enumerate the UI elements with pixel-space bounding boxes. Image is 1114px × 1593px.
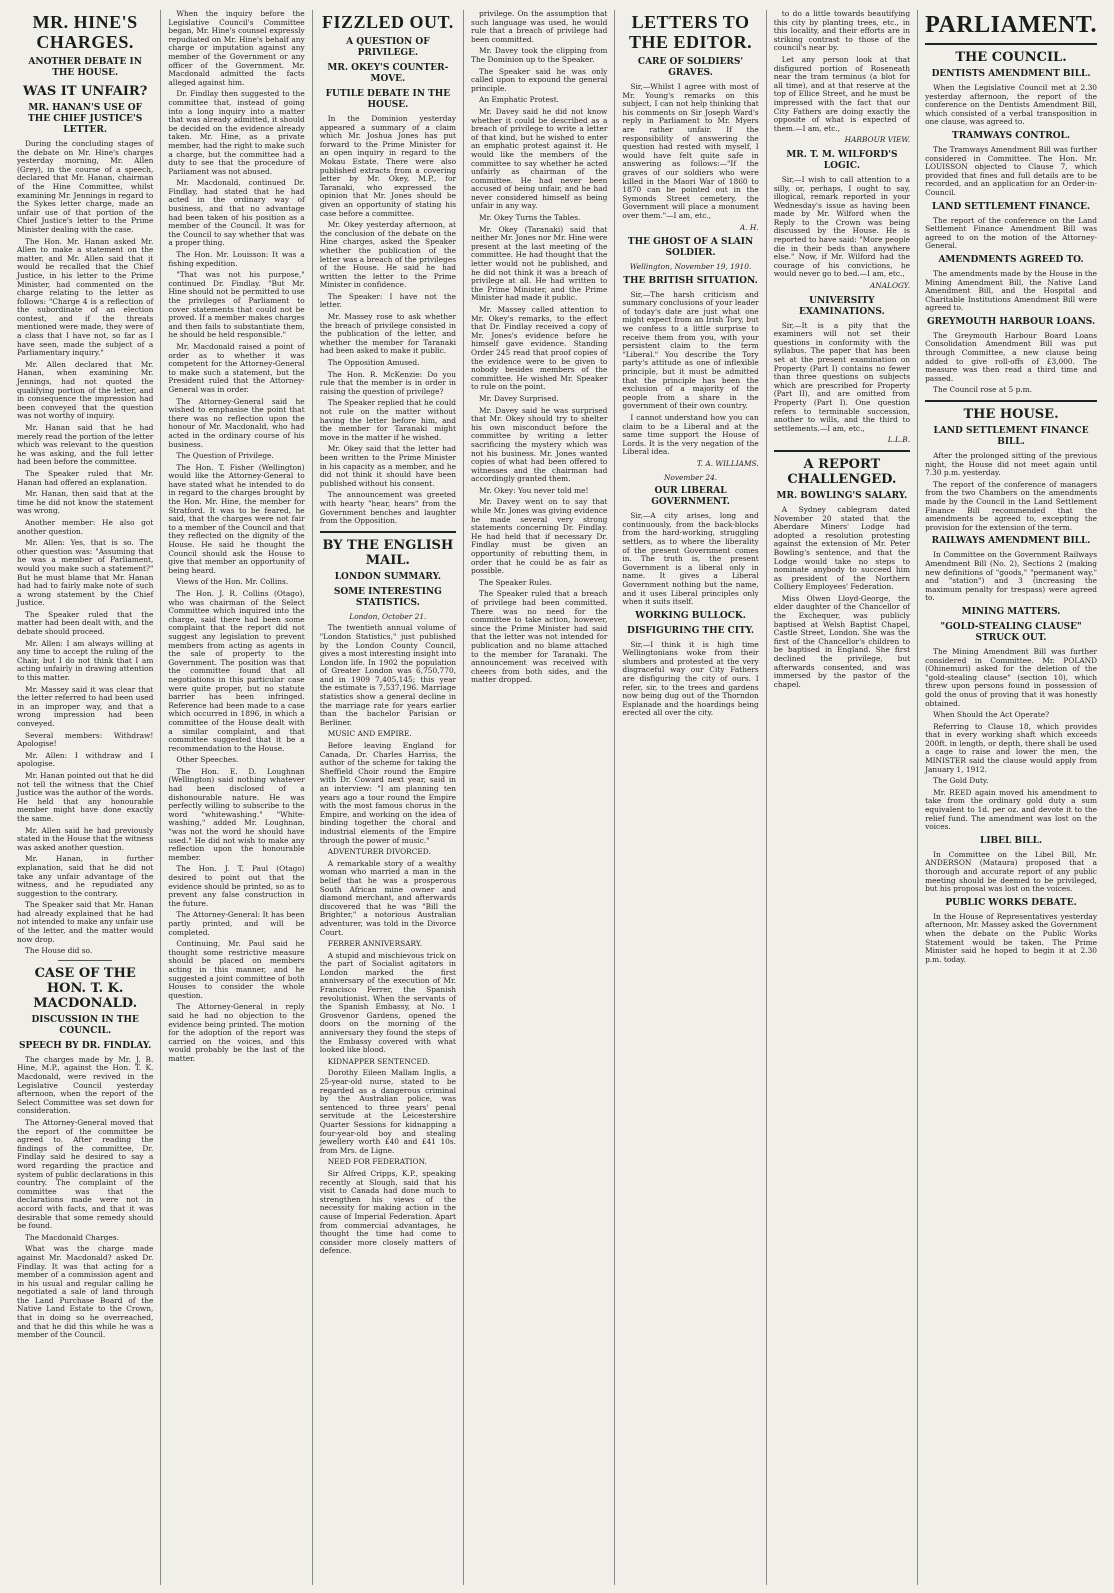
paragraph: A remarkable story of a wealthy woman who married a man in the belief that he was a prosperous South African mine owner and diamond merchant, and afterwards discovered that he was "Bill the Brighter," a notorious Australian adventurer, was told in the Divorce Court. xyxy=(319,858,457,937)
subheading: MR. T. M. WILFORD'S LOGIC. xyxy=(786,149,898,171)
paragraph: The twentieth annual volume of "London Statistics," just published by the London County Council, gives a most interesting insight into London life. In 1902 the population of Greater London was 6,750,770, and in 1909 7,405,145; this year the estimate is 7,537,196. Marriage statistics show a general decline in the marriage rate for years earlier than the bachelor Parisian or Berliner. xyxy=(319,623,457,727)
subheading: SOME INTERESTING STATISTICS. xyxy=(333,586,442,608)
paragraph: Mr. Davey said he did not know whether it could be described as a breach of privilege to write a letter of that kind, but he wished to enter an emphatic protest against it. He would like the members of the committee to say whether he acted unfairly as chairman of the committee. He had never been accused of being unfair, and he had never considered himself as being unfair in any way. xyxy=(471,106,608,211)
paragraph: After the prolonged sitting of the previous night, the House did not meet again until 7.30 p.m. yesterday. xyxy=(925,451,1098,478)
paragraph: KIDNAPPER SENTENCED. xyxy=(327,1056,430,1066)
paragraph: During the concluding stages of the debate on Mr. Hine's charges yesterday morning, Mr. Allen (Grey), in the course of a speech, declared that Mr. Hanan, chairman of the Hine Committee, whilst examining Mr. Jennings in regard to the Sykes letter charge, made an unfair use of that portion of the Chief Justice's letter to the Prime Minister dealing with the case. xyxy=(17,139,154,234)
section-headline: THE HOUSE. xyxy=(963,407,1059,423)
section-headline: THE COUNCIL. xyxy=(955,50,1067,65)
paragraph: Mr. Macdonald raised a point of order as to whether it was competent for the Attorney-General to make such a statement, but the President ruled that the Attorney-General was in order. xyxy=(168,341,305,394)
section-divider xyxy=(320,531,456,533)
subheading: MR. HANAN'S USE OF THE CHIEF JUSTICE'S LETTER. xyxy=(28,103,143,135)
paragraph: Other Speeches. xyxy=(176,755,239,765)
paragraph: ADVENTURER DIVORCED. xyxy=(327,847,431,857)
paragraph: Sir,—It is a pity that the examiners will not set their questions in conformity with the syllabus. The paper that has been set at the present examination on Property (Part I) contains no fewer than three questions on subjects which are prescribed for Property (Part II), and are omitted from Property (Part I). One question refers to terminable succession, another to wills, and the third to settlements.—I am, etc., xyxy=(773,320,911,433)
paragraph: to do a little towards beautifying this city by planting trees, etc., in this locality, and their efforts are in striking contrast to those of the council's near by. xyxy=(773,9,911,53)
paragraph: Mr. Massey called attention to Mr. Okey's remarks, to the effect that Dr. Findlay received a copy of Mr. Jones's evidence before he himself gave evidence. Standing Order 245 read that proof copies of the evidence were to be given to nobody besides members of the committee. He wished Mr. Speaker to rule on the point. xyxy=(471,305,608,392)
paragraph: The Attorney-General in reply said he had no objection to the evidence being printed. The motion for the adoption of the report was carried on the voices, and this would probably be the last of the matter. xyxy=(168,1002,305,1063)
paragraph: An Emphatic Protest. xyxy=(479,95,560,105)
paragraph: The Attorney-General moved that the report of the committee be agreed to. After reading the findings of the committee, Dr. Findlay said he desired to say a word regarding the practice and system of public declarations in this country. The complaint of the committee was that the declarations made were not in accord with facts, and that it was desirable that some remedy should be found. xyxy=(17,1118,154,1231)
paragraph: Mr. Massey rose to ask whether the breach of privilege consisted in the publication of the letter, and whether the member for Taranaki had been asked to make it public. xyxy=(319,312,457,356)
paragraph: The charges made by Mr. J. B. Hine, M.P., against the Hon. T. K. Macdonald, were revived in the Legislative Council yesterday afternoon, when the report of the Select Committee was set down for consideration. xyxy=(17,1054,154,1116)
paragraph: The Macdonald Charges. xyxy=(25,1232,119,1242)
paragraph: Mr. REED again moved his amendment to take from the ordinary gold duty a sum equivalent to 1d. per oz. and devote it to the relief fund. The amendment was lost on the voices. xyxy=(925,787,1098,832)
paragraph: Referring to Clause 18, which provides that in every working shaft which exceeds 200ft. in length, or depth, there shall be used a cage to raise and lower the men, the MINISTER said the clause would apply from January 1, 1912. xyxy=(925,721,1098,774)
column-7 xyxy=(918,10,1104,1585)
paragraph: Sir,—Whilst I agree with most of Mr. Young's remarks on this subject, I can not help thinking that his comments on Sir Joseph Ward's reply in Parliament to Mr. Myers are rather unfair. If the responsibility of answering the question had rested with myself, I would have felt quite safe in answering as follows:—"If the graves of our soldiers who were killed in the Maori War of 1860 to 1870 can be pointed out in the Symonds Street cemetery, the Government will place a monument over them."—I am, etc., xyxy=(622,82,759,220)
paragraph: Mr. Massey said it was clear that the letter referred to had been used in an improper way, and that a wrong impression had been conveyed. xyxy=(17,684,154,728)
letter-signature: L.L.B. xyxy=(887,435,911,445)
subheading: DISCUSSION IN THE COUNCIL. xyxy=(31,1014,139,1036)
paragraph: MUSIC AND EMPIRE. xyxy=(327,729,412,739)
paragraph: Mr. Allen: Yes, that is so. The other question was: "Assuming that he was a member of Parliament, would you make such a statement?" But he must blame that Mr. Hanan had had to fairly make note of such a wrong statement by the Chief Justice. xyxy=(17,538,154,608)
paragraph: The House did so. xyxy=(25,946,93,956)
subheading: "GOLD-STEALING CLAUSE" STRUCK OUT. xyxy=(940,621,1082,643)
subheading: TRAMWAYS CONTROL. xyxy=(952,130,1071,141)
paragraph: The Attorney-General said he wished to emphasise the point that there was no reflection upon the honour of Mr. Macdonald, who had acted in the ordinary course of his business. xyxy=(168,396,305,449)
paragraph: The Greymouth Harbour Board Loans Consolidation Amendment Bill was put through Committee, a new clause being added to give roll-offs of £3,000. The measure was then read a third time and passed. xyxy=(925,330,1098,383)
subheading: DENTISTS AMENDMENT BILL. xyxy=(931,69,1091,79)
paragraph: The Hon. J. T. Paul (Otago) desired to point out that the evidence should be printed, so as to prevent any false construction in the future. xyxy=(168,864,305,908)
paragraph: Mr. Allen declared that Mr. Hanan, when examining Mr. Jennings, had not quoted the qualifying portion of the letter, and in consequence the impression had been conveyed that the question was not worthy of inquiry. xyxy=(17,359,154,421)
article-headline: MR. HINE'S CHARGES. xyxy=(32,12,138,52)
subheading: ANOTHER DEBATE IN THE HOUSE. xyxy=(28,57,142,78)
paragraph: The Hon. R. McKenzie: Do you rule that the member is in order in raising the question of privilege? xyxy=(319,369,457,396)
section-divider xyxy=(925,400,1097,402)
paragraph: Sir,—A city arises, long and continuously, from the back-blocks from the hard-working, struggling settlers, as to where the liberality of the present Government comes in. The truth is, the present Government is a liberal only in name. It gives a Liberal Government nothing but the name, and it uses Liberal principles only when it suits itself. xyxy=(622,511,759,607)
paragraph: What was the charge made against Mr. Macdonald? asked Dr. Findlay. It was that acting for a member of a commission agent and in his usual and regular calling he negotiated a sale of land through the Land Purchase Board of the Native Land Estate to the Crown, that in doing so he overreached, and that he did this while he was a member of the Council. xyxy=(17,1244,154,1340)
paragraph: The Speaker replied that he could not rule on the matter without having the letter before him, and the member for Taranaki might move in the matter if he wished. xyxy=(319,398,457,442)
paragraph: The Speaker Rules. xyxy=(479,577,552,587)
paragraph: Dr. Findlay then suggested to the committee that, instead of going into a long inquiry into a matter that was already admitted, it should be decided on the evidence already taken. Mr. Hine, as a private member, had the right to make such a charge, but the committee had a duty to see that the procedure of Parliament was not abused. xyxy=(168,89,305,176)
section-divider xyxy=(774,450,910,452)
paragraph: The Speaker ruled that the matter had been dealt with, and the debate should proceed. xyxy=(17,609,154,637)
paragraph: A Sydney cablegram dated November 20 stated that the Aberdare Miners' Lodge had adopted a resolution protesting against the extension of Mr. Peter Bowling's sentence, and that the Lodge would take no steps to nominate anybody to succeed him as president of the Northern Colliery Employees' Federation. xyxy=(773,504,911,592)
paragraph: Several members: Withdraw! Apologise! xyxy=(17,730,154,749)
section-headline: WAS IT UNFAIR? xyxy=(23,84,148,99)
column-2 xyxy=(161,10,312,1585)
column-6 xyxy=(767,10,918,1585)
letter-signature: A. H. xyxy=(739,222,759,232)
paragraph: Sir,—I think it is high time Wellingtonians woke from their slumbers and protested at the very disgraceful way our City Fathers are disfiguring the city of ours. I refer, sir, to the trees and gardens now being dug out of the Thorndon Esplanade and the hoardings being erected all over the city. xyxy=(622,639,759,718)
subheading: DISFIGURING THE CITY. xyxy=(627,625,755,636)
subheading: FUTILE DEBATE IN THE HOUSE. xyxy=(325,89,451,110)
paragraph: In Committee on the Libel Bill, Mr. ANDERSON (Mataura) proposed that a thorough and accurate report of any public meeting should be deemed to be privileged, but his proposal was lost on the voices. xyxy=(925,849,1098,894)
subheading: LIBEL BILL. xyxy=(980,835,1043,846)
paragraph: The Hon. T. Fisher (Wellington) would like the Attorney-General to have stated what he intended to do in regard to the charges brought by the Hon. Mr. Hine, the member for Stratford. It was to be feared, he said, that the charges were not fair to a member of the Council and that they reflected on the dignity of the House. He said he thought the Council should ask the House to give that member an opportunity of being heard. xyxy=(168,462,305,575)
paragraph: The announcement was greeted with hearty "hear, hears" from the Government benches and laughter from the Opposition. xyxy=(319,490,457,526)
subheading: MINING MATTERS. xyxy=(961,606,1061,617)
paragraph: In the Dominion yesterday appeared a summary of a claim which Mr. Joshua Jones has put forward to the Prime Minister for an open inquiry in regard to the Mokau Estate. There were also published extracts from a covering letter by Mr. Okey, M.P., for Taranaki, who expressed the opinion that Mr. Jones should be given an opportunity of stating his case before a committee. xyxy=(319,114,457,218)
paragraph: A stupid and mischievous trick on the part of Socialist agitators in London marked the first anniversary of the execution of Mr. Francisco Ferrer, the Spanish revolutionist. When the servants of the Spanish Embassy, at No. 1 Grosvenor Gardens, opened the doors on the morning of the anniversary they found the steps of the Embassy covered with what looked like blood. xyxy=(319,950,457,1055)
subheading: OUR LIBERAL GOVERNMENT. xyxy=(651,486,730,508)
paragraph: privilege. On the assumption that such language was used, he would rule that a breach of privilege had been committed. xyxy=(471,9,608,44)
paragraph: Mr. Hanan, then said that at the time he did not know the statement was wrong. xyxy=(17,489,154,516)
divider xyxy=(58,960,113,961)
section-headline: BY THE ENGLISH MAIL. xyxy=(322,537,454,568)
paragraph: "That was not his purpose," continued Dr. Findlay. "But Mr. Hine should not be permitted to use the privileges of Parliament to cover statements that could not be proved. If a member makes charges and then fails to substantiate them, he should be held responsible." xyxy=(168,270,305,340)
paragraph: Mr. Macdonald, continued Dr. Findlay, had stated that he had acted in the ordinary way of business, and that no advantage had been taken of his position as a member of the Council. It was for the Council to say whether that was a proper thing. xyxy=(168,178,305,248)
section-headline: CASE OF THE HON. T. K. MACDONALD. xyxy=(33,965,138,1011)
paragraph: The Speaker said he was only called upon to expound the general principle. xyxy=(471,66,608,93)
column-3 xyxy=(313,10,464,1585)
paragraph: Dorothy Eileen Mallam Inglis, a 25-year-old nurse, stated to be regarded as a dangerous criminal by the Australian police, was sentenced to three years' penal servitude at the Leicestershire Quarter Sessions for kidnapping a four-year-old boy and stealing jewellery worth £40 and £41 10s. from Mrs. de Ligne. xyxy=(319,1068,457,1155)
section-divider xyxy=(925,43,1097,45)
paragraph: The Speaker ruled that a breach of privilege had been committed. There was no need for the committee to take action, however, since the Prime Minister had said that the letter was not intended for publication and no blame attached to the member for Taranaki. The announcement was received with cheers from both sides, and the matter dropped. xyxy=(471,589,608,685)
columns-container xyxy=(10,10,1104,1585)
paragraph: The Gold Duty. xyxy=(933,776,989,786)
paragraph: The Speaker: I have not the letter. xyxy=(319,291,457,310)
subheading: AMENDMENTS AGREED TO. xyxy=(938,254,1084,265)
paragraph: When the inquiry before the Legislative Council's Committee began, Mr. Hine's counsel expressly repudiated on Mr. Hine's behalf any charge or imputation against any member of the Government or any officer of the Government. Mr. Macdonald admitted the facts alleged against him. xyxy=(168,9,305,87)
subheading: PUBLIC WORKS DEBATE. xyxy=(945,897,1077,908)
paragraph: Views of the Hon. Mr. Collins. xyxy=(176,577,289,587)
subheading: A QUESTION OF PRIVILEGE. xyxy=(346,37,430,58)
letter-signature: HARBOUR VIEW. xyxy=(844,135,911,145)
paragraph: Mr. Davey took the clipping from The Dominion up to the Speaker. xyxy=(471,46,608,64)
paragraph: NEED FOR FEDERATION. xyxy=(327,1157,427,1167)
subheading: CARE OF SOLDIERS' GRAVES. xyxy=(637,57,744,78)
paragraph: Mr. Davey said he was surprised that Mr. Okey should try to shelter his own misconduct before the committee by writing a letter sacrificing the mystery which was not his business. Mr. Jones wanted copies of what had been offered to witnesses and the chairman had accordingly granted them. xyxy=(471,405,608,484)
paragraph: The Hon. J. R. Collins (Otago), who was chairman of the Select Committee which inquired into the charge, said there had been some complaint that the report did not suggest any legislation to prevent members from acting as agents in the sale of property to the Government. The position was that the committee found that all negotiations in this particular case were quite proper, but no statute barrier has been infringed. Reference had been made to a case which occurred in 1896, in which a committee of the House dealt with a similar complaint, and that committee suggested that it be a recommendation to the House. xyxy=(168,589,305,753)
paragraph: Miss Olwen Lloyd-George, the elder daughter of the Chancellor of the Exchequer, was publicly baptised at Welsh Baptist Chapel, Castle Street, London. She was the first of the Chancellor's children to be baptised in England. She first declined the privilege, but afterwards consented, and was immersed by the pastor of the chapel. xyxy=(773,593,911,689)
paragraph: The Hon. E. D. Loughnan (Wellington) said nothing whatever had been disclosed of a dishonourable nature. He was perfectly willing to subscribe to the word "whitewashing." "White-washing," added Mr. Loughnan, "was not the word he should have used." He did not wish to make any reflection upon the honourable member. xyxy=(168,766,305,862)
letter-signature: ANALOGY. xyxy=(869,281,911,291)
paragraph: Mr. Hanan said that he had merely read the portion of the letter which was relevant to the question he was asking, and the full letter had been before the committee. xyxy=(17,423,154,467)
dateline: November 24. xyxy=(663,472,718,482)
paragraph: Mr. Allen said he had previously stated in the House that the witness was asked another question. xyxy=(17,825,154,852)
paragraph: The Hon. Mr. Hanan asked Mr. Allen to make a statement on the matter, and Mr. Allen said that it would be recalled that the Chief Justice, in his letter to the Prime Minister, had commented on the charge relating to the letter as follows: "Charge 4 is a reflection of the subordinate of an election contest, and if the threats mentioned were made, they were of a class that I have not, so far as I have seen, made the subject of a Parliamentary inquiry." xyxy=(17,236,154,358)
dateline: London, October 21. xyxy=(349,611,427,621)
paragraph: Mr. Okey said that the letter had been written to the Prime Minister in his capacity as a member, and he did not think it should have been published without his consent. xyxy=(319,444,457,488)
paragraph: Sir,—The harsh criticism and summary conclusions of your leader of today's date are just what one might expect from an Irish Tory, but we confess to a little surprise to receive them from you, with your persistent claim to the term "Liberal." You describe the Tory party's attitude as one of inflexible principle, but it must be admitted that the principle has been the exclusion of a majority of the people from a share in the government of their own country. xyxy=(622,289,759,411)
subheading: THE GHOST OF A SLAIN SOLDIER. xyxy=(627,237,754,259)
paragraph: Continuing, Mr. Paul said he thought some restrictive measure should be placed on members acting in this manner, and he suggested a joint committee of both Houses to consider the whole question. xyxy=(168,939,305,1000)
paragraph: When Should the Act Operate? xyxy=(933,710,1050,720)
paragraph: The amendments made by the House in the Mining Amendment Bill, the Native Land Amendment Bill, and the Hospital and Charitable Institutions Amendment Bill were agreed to. xyxy=(925,268,1098,313)
paragraph: The Question of Privilege. xyxy=(176,451,274,461)
paragraph: Mr. Okey (Taranaki) said that neither Mr. Jones nor Mr. Hine were present at the last meeting of the committee. He had thought that the letter would not be published, and he did not think it was a breach of privilege at all. He had written to the Prime Minister, and the Prime Minister had made it public. xyxy=(471,224,608,303)
subheading: LONDON SUMMARY. xyxy=(334,571,441,582)
column-4 xyxy=(464,10,615,1585)
subheading: LAND SETTLEMENT FINANCE. xyxy=(931,201,1091,212)
paragraph: FERRER ANNIVERSARY. xyxy=(327,939,423,949)
paragraph: Another member: He also got another question. xyxy=(17,517,154,536)
paragraph: I cannot understand how you can claim to be a Liberal and at the same time support the House of Lords. It is the very negation of the Liberal idea. xyxy=(622,413,759,457)
paragraph: Mr. Davey went on to say that while Mr. Jones was giving evidence he made several very strong statements concerning Dr. Findlay. He had held that if necessary Dr. Findlay must be given an opportunity of rebutting them, in order that he could be as fair as possible. xyxy=(471,497,608,576)
paragraph: Mr. Davey Surprised. xyxy=(479,393,559,403)
article-headline: FIZZLED OUT. xyxy=(322,12,454,32)
paragraph: The report of the conference of managers from the two Chambers on the amendments made by the Council in the Land Settlement Finance Bill recommended that the amendments be agreed to, excepting the provision for the extension of the term. xyxy=(925,479,1098,532)
article-headline: PARLIAMENT. xyxy=(925,12,1098,38)
paragraph: Mr. Okey Turns the Tables. xyxy=(479,213,581,223)
subheading: LAND SETTLEMENT FINANCE BILL. xyxy=(933,426,1089,448)
subheading: MR. BOWLING'S SALARY. xyxy=(776,490,908,501)
subheading: THE BRITISH SITUATION. xyxy=(623,275,758,286)
section-headline: A REPORT CHALLENGED. xyxy=(787,456,897,487)
paragraph: The Opposition Amused. xyxy=(327,358,420,368)
column-5 xyxy=(615,10,766,1585)
letter-signature: T. A. WILLIAMS. xyxy=(696,458,759,468)
subheading: SPEECH BY DR. FINDLAY. xyxy=(19,1040,152,1051)
paragraph: Before leaving England for Canada, Dr. Charles Harriss, the author of the scheme for taking the Sheffield Choir round the Empire with Dr. Coward next year, said in an interview: "I am planning ten years ago a tour round the Empire with the most famous chorus in the Empire, and working on the idea of binding together the choral and industrial elements of the Empire through the power of music." xyxy=(319,741,457,845)
paragraph: Mr. Hanan pointed out that he did not tell the witness that the Chief Justice was the author of the words. He held that any honourable member might have done exactly the same. xyxy=(17,770,154,823)
subheading: UNIVERSITY EXAMINATIONS. xyxy=(799,295,885,317)
paragraph: The Mining Amendment Bill was further considered in Committee. Mr. POLAND (Ohinemuri) asked for the deletion of the "gold-stealing clause" (section 10), which threw upon persons found in possession of gold the onus of proving that it was honestly obtained. xyxy=(925,646,1098,708)
paragraph: In Committee on the Government Railways Amendment Bill (No. 2), Sections 2 (making new definitions of "goods," "permanent way," and "station") and 3 (increasing the maximum penalty for trespass) were agreed to. xyxy=(925,550,1098,603)
paragraph: The Speaker ruled that Mr. Hanan had offered an explanation. xyxy=(17,468,154,487)
paragraph: Mr. Allen: I withdraw and I apologise. xyxy=(17,750,154,769)
paragraph: Mr. Okey: You never told me! xyxy=(479,485,589,495)
paragraph: Let any person look at that disfigured portion of Roseneath near the tram terminus (a blot for all time), and at that reserve at the top of Ellice Street, and he must be impressed with the fact that our City Fathers are doing exactly the opposite of what is expected of them.—I am, etc., xyxy=(773,54,911,133)
paragraph: In the House of Representatives yesterday afternoon, Mr. Massey asked the Government when the debate on the Public Works Statement would be taken. The Prime Minister said he hoped to begin it at 2.30 p.m. today. xyxy=(925,911,1098,964)
paragraph: When the Legislative Council met at 2.30 yesterday afternoon, the report of the conference on the Dentists Amendment Bill, which consisted of a verbal transposition in one clause, was agreed to. xyxy=(925,83,1098,127)
paragraph: Mr. Hanan, in further explanation, said that he did not take any unfair advantage of the witness, and he repudiated any suggestion to the contrary. xyxy=(17,854,154,898)
paragraph: The Speaker said that Mr. Hanan had already explained that he had not intended to make any unfair use of the letter, and the matter would now drop. xyxy=(17,900,154,944)
paragraph: The Council rose at 5 p.m. xyxy=(933,385,1033,395)
subheading: RAILWAYS AMENDMENT BILL. xyxy=(931,536,1091,547)
subheading: MR. OKEY'S COUNTER-MOVE. xyxy=(327,63,449,84)
dateline: Wellington, November 19, 1910. xyxy=(629,262,752,272)
paragraph: The Attorney-General: It has been partly printed, and will be completed. xyxy=(168,910,305,937)
paragraph: Mr. Allen: I am always willing at any time to accept the ruling of the Chair, but I do not think that I am acting unfairly in drawing attention to this matter. xyxy=(17,638,154,683)
column-1 xyxy=(10,10,161,1585)
paragraph: The Tramways Amendment Bill was further considered in Committee. The Hon. Mr. LOUISSON objected to Clause 7, which provided that fines and full details are to be recorded, and an application for an Order-in-Council. xyxy=(925,144,1098,197)
article-headline: LETTERS TO THE EDITOR. xyxy=(628,12,753,52)
paragraph: The report of the conference on the Land Settlement Finance Amendment Bill was agreed to on the motion of the Attorney-General. xyxy=(925,215,1098,251)
paragraph: The Hon. Mr. Louisson: It was a fishing expedition. xyxy=(168,250,305,268)
paragraph: Sir,—I wish to call attention to a silly, or, perhaps, I ought to say, illogical, remark reported in your Wednesday's issue as having been made by Mr. Wilford when the Reply to the Crown was being discussed by the House. He is reported to have said: "More people die in their beds than anywhere else." Now, if Mr. Wilford had the courage of his convictions, he would never go to bed.—I am, etc., xyxy=(773,174,911,279)
subheading: GREYMOUTH HARBOUR LOANS. xyxy=(926,316,1096,327)
paragraph: Sir Alfred Cripps, K.P., speaking recently at Slough, said that his visit to Canada had done much to strengthen his views of the necessity for making action in the cause of Imperial Federation. Apart from commercial advantages, he thought the time had come to consider more closely matters of defence. xyxy=(319,1168,457,1256)
paragraph: Mr. Okey yesterday afternoon, at the conclusion of the debate on the Hine charges, asked the Speaker whether the publication of the letter was a breach of the privileges of the House. He said he had written the letter to the Prime Minister in confidence. xyxy=(319,220,457,290)
subheading: WORKING BULLOCK. xyxy=(635,610,746,621)
